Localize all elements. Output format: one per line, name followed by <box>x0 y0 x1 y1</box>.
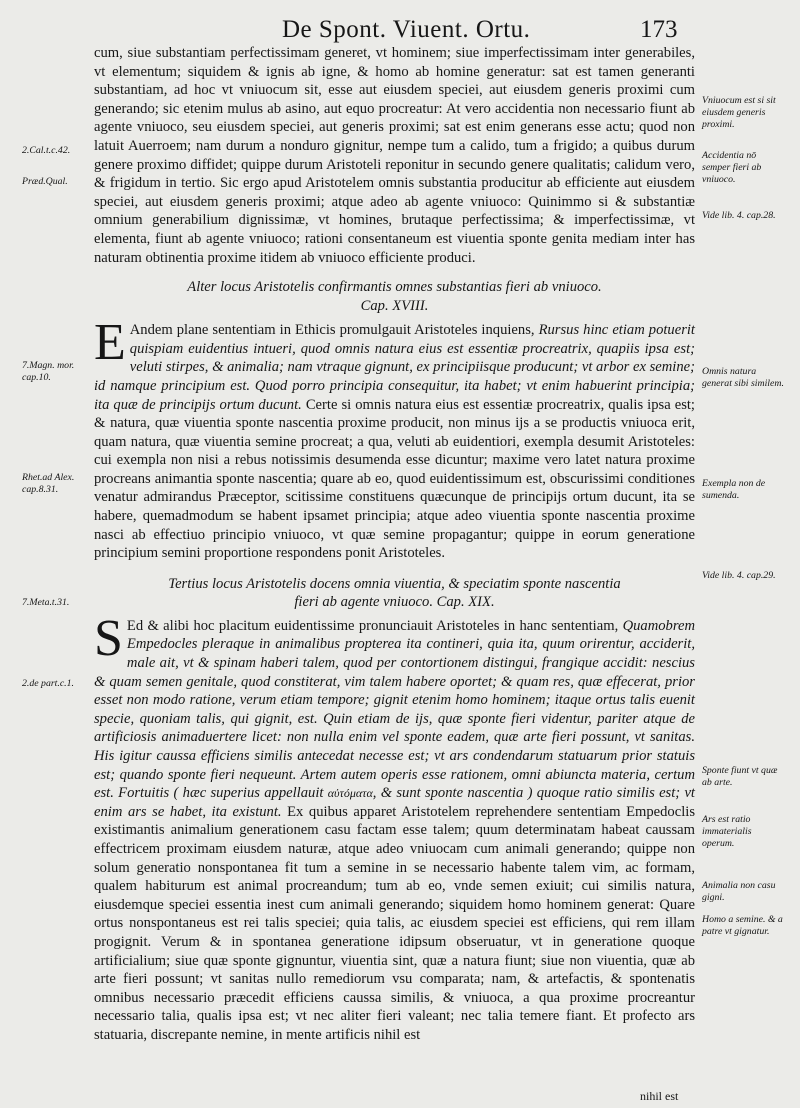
chapter-19-number: Cap. XIX. <box>436 593 495 610</box>
chapter-19-title: Tertius locus Aristotelis docens omnia viuentia, & speciatim sponte nascentia fieri ab agente vniuoco. Cap. XIX. <box>168 575 621 610</box>
margin-citation-left: Rhet.ad Alex. cap.8.31. <box>22 472 75 495</box>
page-header <box>0 6 800 42</box>
margin-citation-left: 2.de part.c.1. <box>22 678 74 689</box>
paragraph-2: E Andem plane sententiam in Ethicis promulgauit Aristoteles inquiens, Rursus hinc etiam potuerit quispiam euidentius intueri, quod omnis natura eius est essentiæ procreatrix, quapiis ipsa est; veluti stirpes, & animalia; nam vtraque gignunt, ex principiisque producunt; vt arbor ex semine; id namque principium est. Quod porro principia consequitur, ita habet; vt enim habuerint principia; ita quæ de principijs ortum ducunt. Certe si omnis natura eius est essentiæ procreatrix, qualis ipsa est; & natura, quæ viuentia sponte nascentia proxime producit, non minus ijs a se productis vniuoca erit, quam natura, quæ viuentia semine procreat; a qua, veluti ab euidentiori, exempla desumit Aristoteles: cui exempla non nisi a rebus notissimis desumenda esse dicuntur; maxime vero latet natura proxime procreans animantia sponte nascentia; quare ab eo, quod euidentissimum est, obscurissimi conditiones venatur admirandus Præceptor, scitissime constituens quæcunque de principijs ortum ducunt, ita se habere, quemadmodum se habent ipsamet principia; atque adeo viuentia sponte nascentia proxime nasci ab effectiuo principio vniuoco, vt quæ semine propagantur; quippe in eorum generatione principium semini proportione respondens ponit Aristoteles. <box>94 314 695 562</box>
margin-citation-left: Præd.Qual. <box>22 176 68 187</box>
margin-gloss-right: Exempla non de sumenda. <box>702 478 766 501</box>
margin-gloss-right: Animalia non casu gigni. <box>702 880 776 903</box>
margin-gloss-right: Vide lib. 4. cap.28. <box>702 210 776 221</box>
quotation-de-partibus: Quamobrem Empedocles pleraque in animalibus propterea ita contineri, quia ita, quum orirentur, acciderit, male ait, vt & spinam haberi talem, quod per contortionem distingui, frangique accidit: nescius & quam semen genitale, quod constiterat, vim talem habere oportet; & quam res, quæ effecerat, prior esset non modo ratione, verum etiam tempore; gignit etenim homo hominem; itaque ortus talis euenit specie, quoniam talis, qui gignit, est. Quin etiam de ijs, quæ sponte fieri videntur, pariter atque de artificiosis animaduertere licet: non nulla enim vel sponte eadem, quæ arte fieri possunt, vt sanitas. His igitur caussa efficiens similis antecedat necesse est; vt ars condendarum statuarum prior statuis est; quando sponte fieri nequeunt. Artem autem operis esse rationem, omni abiuncta materia, certum est. Fortuitis ( hæc superius appellauit αὐτόματα, & sunt sponte nascentia ) quoque ratio similis est; vt enim ars se habet, ita existunt. <box>94 617 695 820</box>
margin-gloss-right: Omnis natura generat sibi similem. <box>702 366 784 389</box>
running-title: De Spont. Viuent. Ortu. <box>282 16 531 43</box>
margin-citation-left: 7.Magn. mor. cap.10. <box>22 360 75 383</box>
margin-gloss-right: Sponte fiunt vt quæ ab arte. <box>702 765 778 788</box>
margin-gloss-right: Homo a semine. & a patre vt gignatur. <box>702 914 783 937</box>
greek-word: αὐτόματα <box>327 786 373 801</box>
chapter-18-title: Alter locus Aristotelis confirmantis omnes substantias fieri ab vniuoco. <box>187 279 602 296</box>
margin-citation-left: 2.Cal.t.c.42. <box>22 145 71 156</box>
quotation-ethics: Rursus hinc etiam potuerit quispiam euidentius intueri, quod omnis natura eius est essentiæ procreatrix, quapiis ipsa est; veluti stirpes, & animalia; nam vtraque gignunt, ex principiisque producunt; vt arbor ex semine; id namque principium est. Quod porro principia consequitur, ita habet; vt enim habuerint principia; ita quæ de principijs ortum ducunt. <box>94 322 695 413</box>
chapter-18-number: Cap. XVIII. <box>360 298 429 315</box>
drop-cap-E: E <box>94 314 126 372</box>
drop-cap-S: S <box>94 609 123 667</box>
margin-gloss-right: Accidentia nō semper fieri ab vniuoco. <box>702 150 762 185</box>
paragraph-3: S Ed & alibi hoc placitum euidentissime pronunciauit Aristoteles in hanc sententiam, Quamobrem Empedocles pleraque in animalibus propterea ita contineri, quia ita, quum orirentur, acciderit, male ait, vt & spinam haberi talem, quod per contortionem distingui, frangique accidit: nescius & quam semen genitale, quod constiterat, vim talem habere oportet; & quam res, quæ effecerat, prior esset non modo ratione, verum etiam tempore; gignit etenim homo hominem; itaque ortus talis euenit specie, quoniam talis, qui gignit, est. Quin etiam de ijs, quæ sponte fieri videntur, pariter atque de artificiosis animaduertere licet: non nulla enim vel sponte eadem, quæ arte fieri possunt, vt sanitas. His igitur caussa efficiens similis antecedat necesse est; vt ars condendarum statuarum prior statuis est; quando sponte fieri nequeunt. Artem autem operis esse rationem, omni abiuncta materia, certum est. Fortuitis ( hæc superius appellauit αὐτόματα, & sunt sponte nascentia ) quoque ratio similis est; vt enim ars se habet, ita existunt. Ex quibus apparet Aristotelem reprehendere sententiam Empedoclis existimantis animalium generationem casu factam esse talem; quum determinatam habeat caussam effectricem proximam eiusdem naturæ, atque adeo vniuocam cum animali generando; quippe non solum generatio nonspontanea fit tum a semine in se necessario habente talem vim, ac formam, qualem habiturum est animal procreandum; tum ab eo, vnde semen exiuit; cui similis natura, eiusdemque speciei essentia inest cum animali generando; siquidem homo hominem generat: Quare ortus nonspontaneus est rei talis speciei; quia talis, ac eiusdem speciei est efficiens, qui rem illam progignit. Verum & in spontanea generatione idipsum obseruatur, vt in generatione quoque artificialium; siue quæ sponte gignuntur, viuentia sint, quæ a natura fiunt; siue non viuentia, quæ ab arte fieri possunt; vt sanitas nullo remediorum vsu comparata; nam, & artefactis, & spontenatis omnibus necessario præcedit efficiens caussa similis, & vniuoca, a qua proxime procreantur necessario talia, qualis ipsa est; vt nec aliter fieri valeant; nec talia temere fiant. Et profecto ars statuaria, discrepante nemine, in mente artificis nihil est <box>94 609 695 1043</box>
page-number: 173 <box>640 16 678 43</box>
margin-gloss-right: Vide lib. 4. cap.29. <box>702 570 776 581</box>
paragraph-1: cum, siue substantiam perfectissimam generet, vt hominem; siue imperfectissimam inter generabiles, vt elementum; siquidem & ignis ab igne, & homo ab homine generatur: sat est tamen generanti substantiam, ad hoc vt vniuocum sit, esse aut eiusdem speciei, aut eiusdem generis proximi cum generando; sic etenim mulus ab asino, aut equo procreatur: At vero accidentia non necessario fiunt ab agente vniuoco, seu eiusdem speciei, aut generis proximi; sat est enim generans esse actu; quod non latuit Auerroem; nam durum a nonduro gignitur, nempe tum a calido, tum a frigido; a quibus durum genere proximo diffidet; quippe durum Aristoteli reponitur in secundo genere qualitatis; calidum vero, & frigidum in tertio. Sic ergo apud Aristotelem omnis substantia producitur ab efficiente aut eiusdem speciei, aut eiusdem generis proximi; atque adeo ab agente vniuoco: Quinimmo si & substantiæ omnium generabilium dignissimæ, vt homines, brutaque perfectissima; & imperfectissimæ, vt elementa, fiunt ab agente vniuoco; rationi consentaneum est viuentia sponte genita mediam inter has naturam obtinentia proxime itidem ab vniuoco efficiente produci. <box>94 45 695 266</box>
margin-gloss-right: Vniuocum est si sit eiusdem generis proximi. <box>702 95 776 130</box>
margin-gloss-right: Ars est ratio immaterialis operum. <box>702 814 752 849</box>
catchword: nihil est <box>640 1089 679 1103</box>
margin-citation-left: 7.Meta.t.31. <box>22 597 70 608</box>
body-text <box>94 44 695 1045</box>
